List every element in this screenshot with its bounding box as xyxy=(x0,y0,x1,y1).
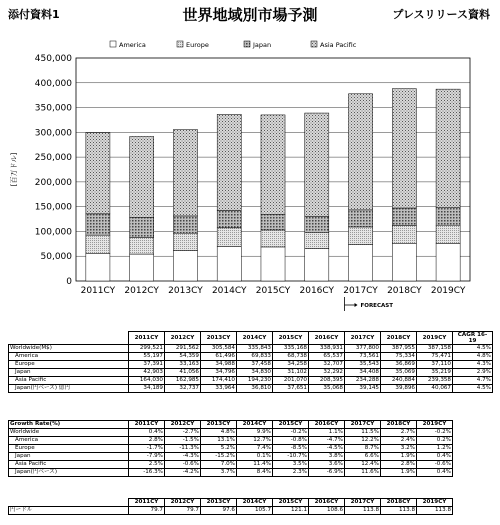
table-cell: 37,651 xyxy=(273,385,309,393)
table-cell: 2.7% xyxy=(381,429,417,437)
table-cell: 3.5% xyxy=(273,461,309,469)
legend-label: America xyxy=(119,41,146,49)
y-tick-label: 200,000 xyxy=(34,177,72,188)
table-cell: 291,562 xyxy=(165,345,201,353)
exchange-rate-table xyxy=(8,498,453,515)
legend-swatch xyxy=(110,41,116,47)
table-cell: 1.9% xyxy=(381,453,417,461)
column-header: 2019CY xyxy=(417,499,453,507)
table-cell: 35,543 xyxy=(345,361,381,369)
bar-america xyxy=(173,251,197,281)
table-cell: 5.2% xyxy=(201,445,237,453)
table-cell: 7.4% xyxy=(237,445,273,453)
table-cell: -0.2% xyxy=(273,429,309,437)
table-cell: 4.8% xyxy=(201,429,237,437)
bar-america xyxy=(305,249,329,281)
growth-rate-table xyxy=(8,420,453,477)
column-header: 2011CY xyxy=(129,421,165,429)
table-row xyxy=(9,453,453,461)
table-cell: 42,903 xyxy=(129,369,165,377)
table-cell: 68,738 xyxy=(273,353,309,361)
legend-swatch xyxy=(244,41,250,47)
table-cell: 12.7% xyxy=(237,437,273,445)
table-cell: 174,410 xyxy=(201,377,237,385)
table-cell: 65,537 xyxy=(309,353,345,361)
y-tick-label: 50,000 xyxy=(40,252,72,263)
x-tick-label: 2015CY xyxy=(255,286,291,296)
table-cell: 2.8% xyxy=(129,437,165,445)
table-corner xyxy=(9,332,129,345)
column-header: 2011CY xyxy=(129,499,165,507)
column-header: 2016CY xyxy=(309,332,345,345)
column-header: 2011CY xyxy=(129,332,165,345)
bar-europe xyxy=(86,235,110,254)
table-cell: 0.4% xyxy=(417,453,453,461)
bar-asia-pacific xyxy=(261,115,285,215)
row-label: Worldwide(M$) xyxy=(9,345,129,353)
table-cell: -0.6% xyxy=(417,461,453,469)
table-cell: 35,219 xyxy=(417,369,453,377)
table-cell: -8.5% xyxy=(273,445,309,453)
table-cell: -6.9% xyxy=(309,469,345,477)
y-tick-label: 300,000 xyxy=(34,128,72,139)
bar-america xyxy=(349,245,373,281)
table-cell: 162,985 xyxy=(165,377,201,385)
y-tick-label: 100,000 xyxy=(34,227,72,238)
table-cell: 35,069 xyxy=(381,369,417,377)
column-header: 2019CY xyxy=(417,421,453,429)
table-cell: 387,955 xyxy=(381,345,417,353)
x-tick-label: 2011CY xyxy=(80,286,116,296)
x-tick-label: 2014CY xyxy=(211,286,247,296)
bar-america xyxy=(86,254,110,281)
row-label: Japan xyxy=(9,453,129,461)
table-cell: 75,334 xyxy=(381,353,417,361)
column-header: 2014CY xyxy=(237,332,273,345)
table-cell: 335,168 xyxy=(273,345,309,353)
table-cell: 34,830 xyxy=(237,369,273,377)
table-row xyxy=(9,461,453,469)
column-header: 2013CY xyxy=(201,332,237,345)
table-cell: -15.2% xyxy=(201,453,237,461)
legend-swatch xyxy=(311,41,317,47)
bar-europe xyxy=(392,225,416,243)
table-cell: 11.6% xyxy=(345,469,381,477)
column-header: 2019CY xyxy=(417,332,453,345)
table-cell: 113.8 xyxy=(417,507,453,515)
x-tick-label: 2017CY xyxy=(343,286,378,296)
table-cell: 335,843 xyxy=(237,345,273,353)
row-label: America xyxy=(9,353,129,361)
table-cell: 79.7 xyxy=(129,507,165,515)
legend-label: Japan xyxy=(253,41,272,49)
column-header: 2017CY xyxy=(345,421,381,429)
table-cell: 12.4% xyxy=(345,461,381,469)
table-cell: 37,458 xyxy=(237,361,273,369)
bar-japan xyxy=(261,215,285,230)
cagr-header: CAGR 16-19 xyxy=(453,332,493,345)
table-cell: 305,584 xyxy=(201,345,237,353)
column-header: 2015CY xyxy=(273,421,309,429)
bar-america xyxy=(436,244,460,281)
bar-europe xyxy=(436,225,460,243)
table-cell: 201,070 xyxy=(273,377,309,385)
table-cell: 35,068 xyxy=(309,385,345,393)
table-cell: 34,189 xyxy=(129,385,165,393)
row-label: Japan(円ベース) 億円 xyxy=(9,385,129,393)
table-cell: 1.9% xyxy=(381,469,417,477)
table-cell: 34,988 xyxy=(201,361,237,369)
x-tick-label: 2018CY xyxy=(387,286,422,296)
table-cell: -4.5% xyxy=(309,445,345,453)
bar-japan xyxy=(436,208,460,225)
table-cell: 61,496 xyxy=(201,353,237,361)
cagr-cell: 4.8% xyxy=(453,353,493,361)
table-cell: 36,810 xyxy=(237,385,273,393)
bar-europe xyxy=(261,230,285,247)
bar-japan xyxy=(349,210,373,227)
table-cell: 33,964 xyxy=(201,385,237,393)
table-row xyxy=(9,507,453,515)
column-header: 2015CY xyxy=(273,332,309,345)
press-release-label: プレスリリース資料 xyxy=(392,8,490,21)
bar-asia-pacific xyxy=(305,113,329,216)
cagr-cell: 4.5% xyxy=(453,385,493,393)
table-cell: -4.7% xyxy=(309,437,345,445)
bar-asia-pacific xyxy=(392,89,416,208)
cagr-cell: 4.3% xyxy=(453,361,493,369)
table-cell: 32,737 xyxy=(165,385,201,393)
table-row xyxy=(9,469,453,477)
bar-asia-pacific xyxy=(173,130,197,216)
table-cell: 0.4% xyxy=(129,429,165,437)
table-row xyxy=(9,385,493,393)
bar-europe xyxy=(305,232,329,248)
table-cell: 3.6% xyxy=(309,461,345,469)
table-cell: 6.6% xyxy=(345,453,381,461)
table-cell: 2.8% xyxy=(381,461,417,469)
table-cell: -11.3% xyxy=(165,445,201,453)
row-label: Europe xyxy=(9,361,129,369)
bar-asia-pacific xyxy=(130,137,154,218)
row-label: Japan xyxy=(9,369,129,377)
column-header: 2018CY xyxy=(381,421,417,429)
y-axis-label: [百万ドル] xyxy=(10,152,18,187)
table-cell: -0.2% xyxy=(417,429,453,437)
table-cell: 3.8% xyxy=(309,453,345,461)
bar-japan xyxy=(130,217,154,237)
attachment-label: 添付資料1 xyxy=(8,8,60,21)
table-cell: 32,707 xyxy=(309,361,345,369)
table-cell: 8.4% xyxy=(237,469,273,477)
table-cell: 36,869 xyxy=(381,361,417,369)
table-cell: 34,796 xyxy=(201,369,237,377)
table-cell: -2.7% xyxy=(165,429,201,437)
table-cell: 9.9% xyxy=(237,429,273,437)
table-cell: 3.2% xyxy=(381,445,417,453)
table-cell: 105.7 xyxy=(237,507,273,515)
table-cell: -16.3% xyxy=(129,469,165,477)
table-row xyxy=(9,437,453,445)
column-header: 2015CY xyxy=(273,499,309,507)
row-label: Asia Pacific xyxy=(9,461,129,469)
table-cell: 234,288 xyxy=(345,377,381,385)
y-tick-label: 150,000 xyxy=(34,202,72,213)
stacked-bar-chart xyxy=(0,22,500,322)
table-cell: 37,391 xyxy=(129,361,165,369)
table-cell: 32,292 xyxy=(309,369,345,377)
y-tick-label: 250,000 xyxy=(34,153,72,164)
bar-japan xyxy=(86,214,110,235)
column-header: 2013CY xyxy=(201,499,237,507)
table-cell: 54,359 xyxy=(165,353,201,361)
table-cell: 113.8 xyxy=(381,507,417,515)
x-tick-label: 2016CY xyxy=(299,286,335,296)
table-cell: 34,408 xyxy=(345,369,381,377)
row-label: America xyxy=(9,437,129,445)
table-cell: 11.5% xyxy=(345,429,381,437)
column-header: 2018CY xyxy=(381,499,417,507)
bar-europe xyxy=(349,227,373,245)
column-header: 2017CY xyxy=(345,332,381,345)
table-cell: 208,395 xyxy=(309,377,345,385)
table-cell: -4.3% xyxy=(165,453,201,461)
legend-label: Europe xyxy=(186,41,209,49)
cagr-cell: 4.7% xyxy=(453,377,493,385)
row-label: Asia Pacific xyxy=(9,377,129,385)
x-tick-label: 2019CY xyxy=(430,286,466,296)
column-header: 2012CY xyxy=(165,421,201,429)
table-cell: -0.6% xyxy=(165,461,201,469)
table-row xyxy=(9,361,493,369)
column-header: 2013CY xyxy=(201,421,237,429)
column-header: 2016CY xyxy=(309,421,345,429)
bar-america xyxy=(217,246,241,281)
table-cell: 1.1% xyxy=(309,429,345,437)
row-label: Worldwide xyxy=(9,429,129,437)
table-cell: 194,230 xyxy=(237,377,273,385)
table-cell: 39,896 xyxy=(381,385,417,393)
table-cell: 3.7% xyxy=(201,469,237,477)
table-cell: 34,258 xyxy=(273,361,309,369)
bar-japan xyxy=(305,216,329,232)
table-cell: 299,521 xyxy=(129,345,165,353)
table-cell: 73,561 xyxy=(345,353,381,361)
table-cell: 75,471 xyxy=(417,353,453,361)
table-cell: 13.1% xyxy=(201,437,237,445)
table-cell: 239,358 xyxy=(417,377,453,385)
bar-asia-pacific xyxy=(86,133,110,214)
table-cell: 7.0% xyxy=(201,461,237,469)
table-cell: 113.8 xyxy=(345,507,381,515)
table-cell: 2.3% xyxy=(273,469,309,477)
row-label: Europe xyxy=(9,445,129,453)
table-cell: 387,158 xyxy=(417,345,453,353)
table-row xyxy=(9,345,493,353)
bar-america xyxy=(130,254,154,281)
table-cell: 0.2% xyxy=(417,437,453,445)
table-cell: 12.2% xyxy=(345,437,381,445)
table-cell: 377,800 xyxy=(345,345,381,353)
table-row xyxy=(9,429,453,437)
forecast-label: FORECAST xyxy=(360,303,393,309)
bar-europe xyxy=(130,238,154,254)
column-header: 2014CY xyxy=(237,499,273,507)
table-cell: 2.5% xyxy=(129,461,165,469)
table-cell: 0.1% xyxy=(237,453,273,461)
y-tick-label: 450,000 xyxy=(34,54,72,64)
market-size-table xyxy=(8,331,493,393)
table-cell: 41,056 xyxy=(165,369,201,377)
y-tick-label: 0 xyxy=(66,277,72,287)
table-cell: 97.6 xyxy=(201,507,237,515)
column-header: 2016CY xyxy=(309,499,345,507)
y-tick-label: 400,000 xyxy=(34,78,72,89)
forecast-arrow-head xyxy=(355,303,358,307)
legend-swatch xyxy=(177,41,183,47)
table-cell: 55,197 xyxy=(129,353,165,361)
page-title: 世界地域別市場予測 xyxy=(182,6,318,24)
bar-asia-pacific xyxy=(217,114,241,210)
row-label: Japan(円ベース) xyxy=(9,469,129,477)
table-cell: 0.4% xyxy=(417,469,453,477)
bar-europe xyxy=(217,228,241,247)
table-cell: 69,833 xyxy=(237,353,273,361)
table-cell: 40,067 xyxy=(417,385,453,393)
table-cell: 8.7% xyxy=(345,445,381,453)
table-cell: -10.7% xyxy=(273,453,309,461)
table-cell: 11.4% xyxy=(237,461,273,469)
bar-america xyxy=(392,244,416,281)
table-cell: -1.5% xyxy=(165,437,201,445)
table-cell: -1.7% xyxy=(129,445,165,453)
bar-japan xyxy=(392,208,416,225)
table-cell: 338,931 xyxy=(309,345,345,353)
table-cell: -7.9% xyxy=(129,453,165,461)
bar-japan xyxy=(217,211,241,228)
table-cell: -0.8% xyxy=(273,437,309,445)
table-cell: 79.7 xyxy=(165,507,201,515)
column-header: 2017CY xyxy=(345,499,381,507)
table-cell: 121.1 xyxy=(273,507,309,515)
table-cell: 108.6 xyxy=(309,507,345,515)
bar-america xyxy=(261,247,285,281)
table-cell: 39,145 xyxy=(345,385,381,393)
column-header: 2018CY xyxy=(381,332,417,345)
table-cell: 37,110 xyxy=(417,361,453,369)
bar-japan xyxy=(173,216,197,233)
table-cell: 240,884 xyxy=(381,377,417,385)
x-tick-label: 2013CY xyxy=(168,286,203,296)
column-header: 2014CY xyxy=(237,421,273,429)
table-row xyxy=(9,445,453,453)
legend-label: Asia Pacific xyxy=(320,41,357,49)
table-row xyxy=(9,369,493,377)
table-cell: 1.2% xyxy=(417,445,453,453)
table-corner xyxy=(9,499,129,507)
column-header: 2012CY xyxy=(165,332,201,345)
x-tick-label: 2012CY xyxy=(124,286,159,296)
cagr-cell: 4.5% xyxy=(453,345,493,353)
table-cell: 31,102 xyxy=(273,369,309,377)
table-cell: 164,030 xyxy=(129,377,165,385)
table-cell: -4.2% xyxy=(165,469,201,477)
column-header: 2012CY xyxy=(165,499,201,507)
cagr-cell: 2.9% xyxy=(453,369,493,377)
table-row xyxy=(9,377,493,385)
table-row xyxy=(9,353,493,361)
row-label: 円ードル xyxy=(9,507,129,515)
bar-asia-pacific xyxy=(349,94,373,210)
growth-rate-title: Growth Rate(%) xyxy=(9,421,129,429)
table-cell: 33,163 xyxy=(165,361,201,369)
bar-europe xyxy=(173,233,197,250)
table-cell: 2.4% xyxy=(381,437,417,445)
bar-asia-pacific xyxy=(436,89,460,208)
y-tick-label: 350,000 xyxy=(34,103,72,114)
